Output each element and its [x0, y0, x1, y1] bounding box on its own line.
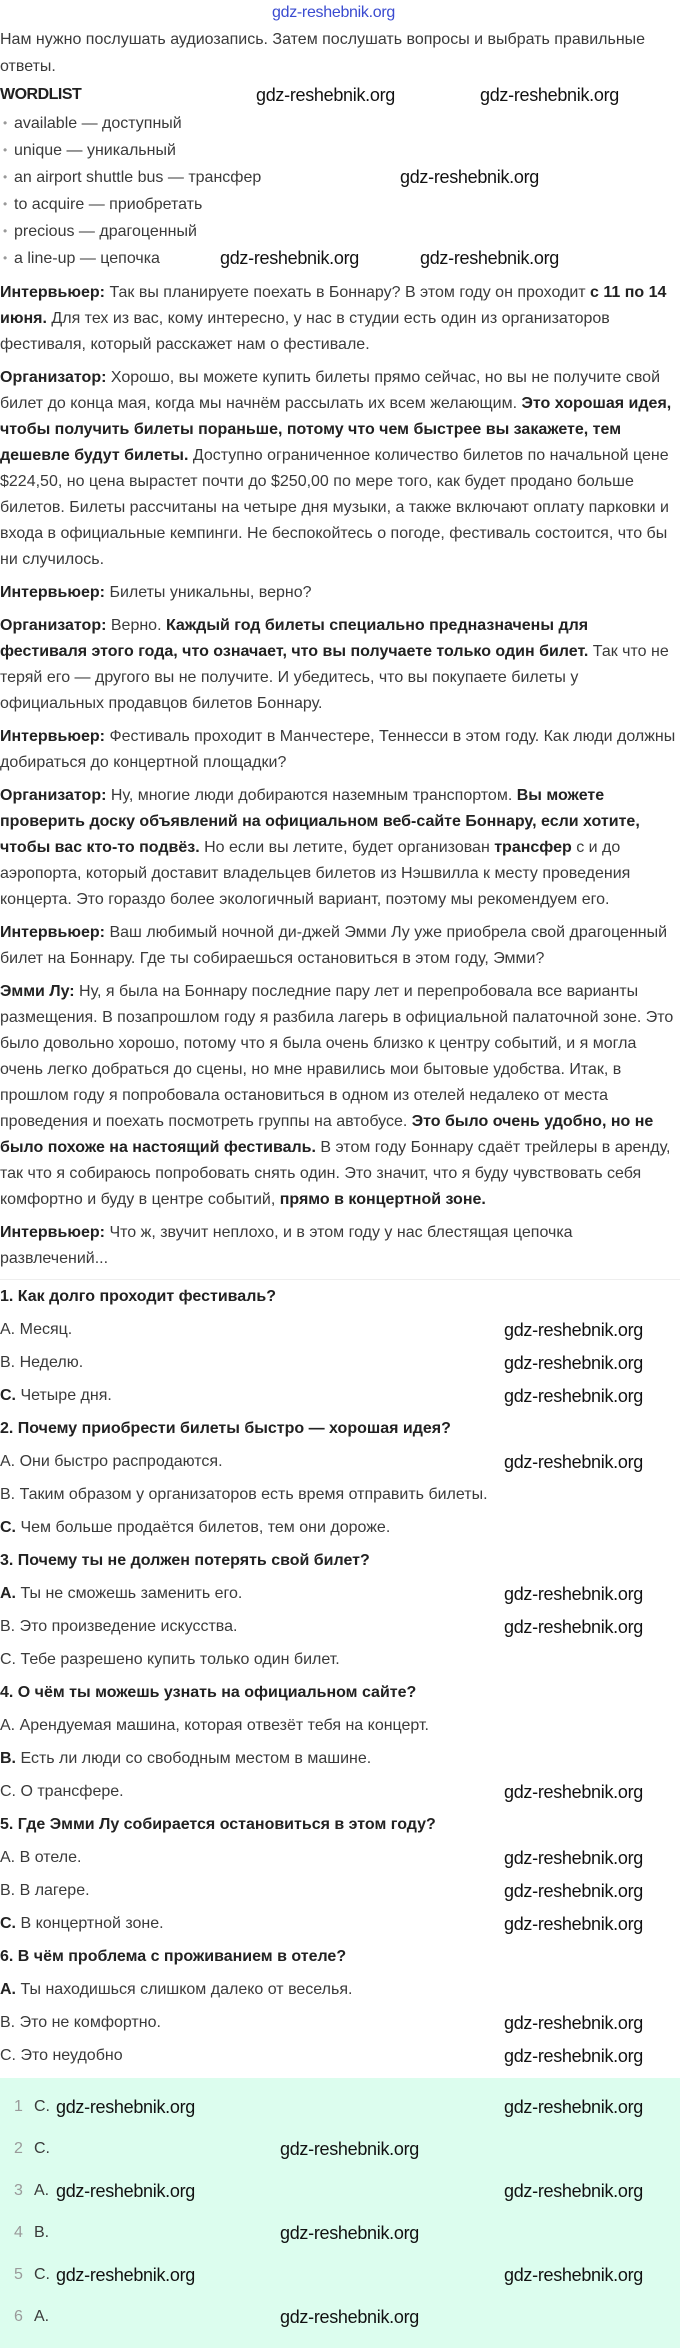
answer-value: C.: [34, 2140, 50, 2157]
speaker-label: Интервьюер:: [0, 924, 106, 941]
option-text: В лагере.: [15, 1882, 90, 1899]
speaker-label: Интервьюер:: [0, 728, 106, 745]
text-segment: Что ж, звучит неплохо, и в этом году у нас блестящая цепочка развлечений...: [0, 1224, 573, 1267]
watermark: gdz-reshebnik.org: [56, 2265, 195, 2285]
option-letter: A.: [0, 1453, 16, 1470]
transcript-paragraph: [0, 783, 678, 913]
highlighted-text: Каждый год билеты специально предназначены для фестиваля этого года, что означает, что вы получаете только один билет.: [0, 617, 589, 660]
wordlist-item-text: a line-up — цепочка: [14, 250, 160, 267]
answer-value: C.: [34, 2266, 50, 2283]
wordlist: [0, 110, 680, 272]
text-segment: Хорошо, вы можете купить билеты прямо сейчас, но вы не получите свой билет до конца мая, когда мы начнём рассылать их всем желающим.: [0, 369, 660, 412]
answer-row: [0, 2086, 680, 2128]
text-segment: Ну, я была на Боннару последние пару лет и перепробовала все варианты размещения. В позапрошлом году я разбила лагерь в официальной палаточной зоне. Это было довольно хорошо, потому что я была очень близко к центру событий, и я могла очень легко добраться до сцены, но мне нравились мои бытовые удобства. Итак, в прошлом году я попробовала остановиться в одном из отелей недалеко от места проведения и поехать посмотреть группы на автобусе.: [0, 983, 674, 1130]
watermark: gdz-reshebnik.org: [504, 2181, 643, 2201]
option-letter: B.: [0, 1354, 16, 1371]
wordlist-item: [0, 110, 680, 137]
option-text: Это не комфортно.: [15, 2014, 161, 2031]
highlighted-text: трансфер: [494, 839, 572, 856]
option-letter: B.: [0, 1618, 16, 1635]
answer-number: 4: [14, 2224, 23, 2241]
speaker-label: Организатор:: [0, 369, 107, 386]
answer-option: [0, 1478, 678, 1511]
answer-number: 3: [14, 2182, 23, 2199]
watermark: gdz-reshebnik.org: [504, 1452, 643, 1472]
option-text: Они быстро распродаются.: [15, 1453, 223, 1470]
watermark: gdz-reshebnik.org: [280, 2223, 419, 2243]
question-title: 4. О чём ты можешь узнать на официальном сайте?: [0, 1684, 417, 1701]
question-title: 6. В чём проблема с проживанием в отеле?: [0, 1948, 347, 1965]
text-segment: Для тех из вас, кому интересно, у нас в студии есть один из организаторов фестиваля, который расскажет нам о фестивале.: [0, 310, 610, 353]
question-title: 3. Почему ты не должен потерять свой билет?: [0, 1552, 370, 1569]
wordlist-item: [0, 245, 680, 272]
option-letter: B.: [0, 1882, 16, 1899]
option-text: Это произведение искусства.: [15, 1618, 238, 1635]
option-letter: B.: [0, 1486, 16, 1503]
answer-option: [0, 2006, 678, 2039]
answer-number: 6: [14, 2308, 23, 2325]
wordlist-item: [0, 218, 680, 245]
transcript-paragraph: [0, 365, 678, 573]
option-letter: C.: [0, 1519, 16, 1536]
text-segment: В этом году Боннару сдаёт трейлеры в аренду, так что я собираюсь попробовать снять один. Это значит, что я буду чувствовать себя комфортно и буду в центре событий,: [0, 1139, 671, 1208]
text-segment: Верно.: [106, 617, 166, 634]
wordlist-item-text: unique — уникальный: [14, 142, 176, 159]
option-text: Тебе разрешено купить только один билет.: [16, 1651, 340, 1668]
bullet-icon: •: [3, 251, 8, 265]
wordlist-item-text: precious — драгоценный: [14, 223, 197, 240]
speaker-label: Интервьюер:: [0, 584, 106, 601]
option-text: Арендуемая машина, которая отвезёт тебя на концерт.: [15, 1717, 429, 1734]
transcript-paragraph: [0, 580, 678, 606]
answer-option: [0, 1709, 678, 1742]
answer-option: [0, 1775, 678, 1808]
answer-option: [0, 1610, 678, 1643]
wordlist-item-text: an airport shuttle bus — трансфер: [14, 169, 262, 186]
answer-option: [0, 1643, 678, 1676]
transcript-paragraph: [0, 280, 678, 358]
wordlist-item: [0, 137, 680, 164]
answer-option: [0, 2039, 678, 2072]
answer-value: A.: [34, 2308, 50, 2325]
option-text: Есть ли люди со свободным местом в машине.: [16, 1750, 372, 1767]
bullet-icon: •: [3, 116, 8, 130]
text-segment: Так что не теряй его — другого вы не получите. И убедитесь, что вы покупаете билеты у официальных продавцов билетов Боннару.: [0, 643, 669, 712]
transcript-paragraph: [0, 979, 678, 1213]
answer-option: [0, 1874, 678, 1907]
task-instructions: Нам нужно послушать аудиозапись. Затем послушать вопросы и выбрать правильные ответы.: [0, 31, 646, 75]
watermark: gdz-reshebnik.org: [504, 2097, 643, 2117]
answer-number: 5: [14, 2266, 23, 2283]
wordlist-item-text: available — доступный: [14, 115, 182, 132]
option-letter: C.: [0, 1387, 16, 1404]
option-text: Ты находишься слишком далеко от веселья.: [16, 1981, 353, 1998]
option-letter: C.: [0, 2047, 16, 2064]
bullet-icon: •: [3, 170, 8, 184]
option-text: Таким образом у организаторов есть время отправить билеты.: [15, 1486, 488, 1503]
transcript-paragraph: [0, 1220, 678, 1272]
watermark: gdz-reshebnik.org: [480, 85, 619, 105]
watermark: gdz-reshebnik.org: [504, 1881, 643, 1901]
option-text: В отеле.: [15, 1849, 82, 1866]
option-text: Ты не сможешь заменить его.: [16, 1585, 243, 1602]
watermark: gdz-reshebnik.org: [504, 1386, 643, 1406]
transcript-paragraph: [0, 920, 678, 972]
highlighted-text: Это хорошая идея, чтобы получить билеты пораньше, потому что чем быстрее вы закажете, тем дешевле будут билеты.: [0, 395, 672, 464]
questions: [0, 1280, 678, 2072]
speaker-label: Интервьюер:: [0, 284, 106, 301]
answer-option: [0, 1313, 678, 1346]
answer-row: [0, 2128, 680, 2170]
watermark: gdz-reshebnik.org: [504, 1320, 643, 1340]
speaker-label: Организатор:: [0, 617, 107, 634]
bullet-icon: •: [3, 224, 8, 238]
option-letter: A.: [0, 1585, 16, 1602]
watermark: gdz-reshebnik.org: [504, 1353, 643, 1373]
answer-number: 2: [14, 2140, 23, 2157]
watermark-logo: gdz-reshebnik.org: [272, 4, 395, 21]
answer-option: [0, 1511, 678, 1544]
option-text: Неделю.: [15, 1354, 84, 1371]
option-letter: B.: [0, 1750, 16, 1767]
answer-row: [0, 2212, 680, 2254]
text-segment: Так вы планируете поехать в Боннару? В этом году он проходит: [105, 284, 591, 301]
watermark: gdz-reshebnik.org: [280, 2139, 419, 2159]
watermark: gdz-reshebnik.org: [56, 2097, 195, 2117]
option-letter: C.: [0, 1915, 16, 1932]
bullet-icon: •: [3, 143, 8, 157]
watermark: gdz-reshebnik.org: [56, 2181, 195, 2201]
watermark: gdz-reshebnik.org: [504, 1782, 643, 1802]
text-segment: Ваш любимый ночной ди-джей Эмми Лу уже приобрела свой драгоценный билет на Боннару. Где ты собираешься остановиться в этом году, Эмми?: [0, 924, 668, 967]
option-letter: A.: [0, 1981, 16, 1998]
header-row: [0, 0, 680, 26]
wordlist-heading-row: [0, 80, 680, 110]
text-segment: Фестиваль проходит в Манчестере, Теннесси в этом году. Как люди должны добираться до концертной площадки?: [0, 728, 676, 771]
watermark: gdz-reshebnik.org: [504, 1617, 643, 1637]
speaker-label: Интервьюер:: [0, 1224, 106, 1241]
speaker-label: Эмми Лу:: [0, 983, 75, 1000]
option-text: Месяц.: [15, 1321, 73, 1338]
watermark: gdz-reshebnik.org: [400, 167, 539, 187]
option-letter: A.: [0, 1849, 16, 1866]
highlighted-text: Это было очень удобно, но не было похоже на настоящий фестиваль.: [0, 1113, 654, 1156]
answer-option: [0, 1445, 678, 1478]
watermark: gdz-reshebnik.org: [420, 248, 559, 268]
option-letter: C.: [0, 1651, 16, 1668]
answer-option: [0, 1346, 678, 1379]
text-segment: с и до аэропорта, который доставит владельцев билетов из Нэшвилла к месту проведения концерта. Это гораздо более экологичный вариант, поэтому мы рекомендуем его.: [0, 839, 631, 908]
answer-option: [0, 1841, 678, 1874]
watermark: gdz-reshebnik.org: [504, 1848, 643, 1868]
answer-row: [0, 2296, 680, 2338]
question-title: 2. Почему приобрести билеты быстро — хорошая идея?: [0, 1420, 451, 1437]
wordlist-heading: WORDLIST: [0, 86, 82, 103]
highlighted-text: Вы можете проверить доску объявлений на официальном веб-сайте Боннару, если хотите, чтобы вас кто-то подвёз.: [0, 787, 640, 856]
text-segment: Доступно ограниченное количество билетов по начальной цене $224,50, но цена вырастет почти до $250,00 по мере того, как будет продано больше билетов. Билеты рассчитаны на четыре дня музыки, а также включают оплату парковки и входа в официальные кемпинги. Не беспокойтесь о погоде, фестиваль состоится, что бы ни случилось.: [0, 447, 669, 568]
question-title: 1. Как долго проходит фестиваль?: [0, 1288, 276, 1305]
watermark: gdz-reshebnik.org: [220, 248, 359, 268]
transcript-paragraph: [0, 613, 678, 717]
highlighted-text: с 11 по 14 июня.: [0, 284, 667, 327]
option-letter: A.: [0, 1717, 16, 1734]
answer-value: B.: [34, 2224, 50, 2241]
transcript: [0, 280, 678, 1272]
option-letter: C.: [0, 1783, 16, 1800]
answers-panel: [0, 2078, 680, 2348]
question-title: 5. Где Эмми Лу собирается остановиться в этом году?: [0, 1816, 436, 1833]
text-segment: Ну, многие люди добираются наземным транспортом.: [106, 787, 517, 804]
option-text: Чем больше продаётся билетов, тем они дороже.: [16, 1519, 391, 1536]
watermark: gdz-reshebnik.org: [280, 2307, 419, 2327]
option-letter: A.: [0, 1321, 16, 1338]
highlighted-text: прямо в концертной зоне.: [279, 1191, 486, 1208]
answer-option: [0, 1907, 678, 1940]
watermark: gdz-reshebnik.org: [504, 2013, 643, 2033]
answer-option: [0, 1577, 678, 1610]
option-text: О трансфере.: [16, 1783, 124, 1800]
answer-option: [0, 1973, 678, 2006]
text-segment: Но если вы летите, будет организован: [199, 839, 495, 856]
answer-value: A.: [34, 2182, 50, 2199]
option-text: Четыре дня.: [16, 1387, 112, 1404]
watermark: gdz-reshebnik.org: [504, 1584, 643, 1604]
watermark: gdz-reshebnik.org: [256, 85, 395, 105]
option-letter: B.: [0, 2014, 16, 2031]
answer-value: C.: [34, 2098, 50, 2115]
text-segment: Билеты уникальны, верно?: [105, 584, 312, 601]
bullet-icon: •: [3, 197, 8, 211]
wordlist-item: [0, 191, 680, 218]
speaker-label: Организатор:: [0, 787, 107, 804]
answer-row: [0, 2170, 680, 2212]
watermark: gdz-reshebnik.org: [504, 2046, 643, 2066]
option-text: Это неудобно: [16, 2047, 123, 2064]
answer-row: [0, 2254, 680, 2296]
watermark: gdz-reshebnik.org: [504, 2265, 643, 2285]
option-text: В концертной зоне.: [16, 1915, 164, 1932]
wordlist-item: [0, 164, 680, 191]
answer-number: 1: [14, 2098, 23, 2115]
answer-option: [0, 1379, 678, 1412]
transcript-paragraph: [0, 724, 678, 776]
watermark: gdz-reshebnik.org: [504, 1914, 643, 1934]
wordlist-item-text: to acquire — приобретать: [14, 196, 203, 213]
answer-option: [0, 1742, 678, 1775]
